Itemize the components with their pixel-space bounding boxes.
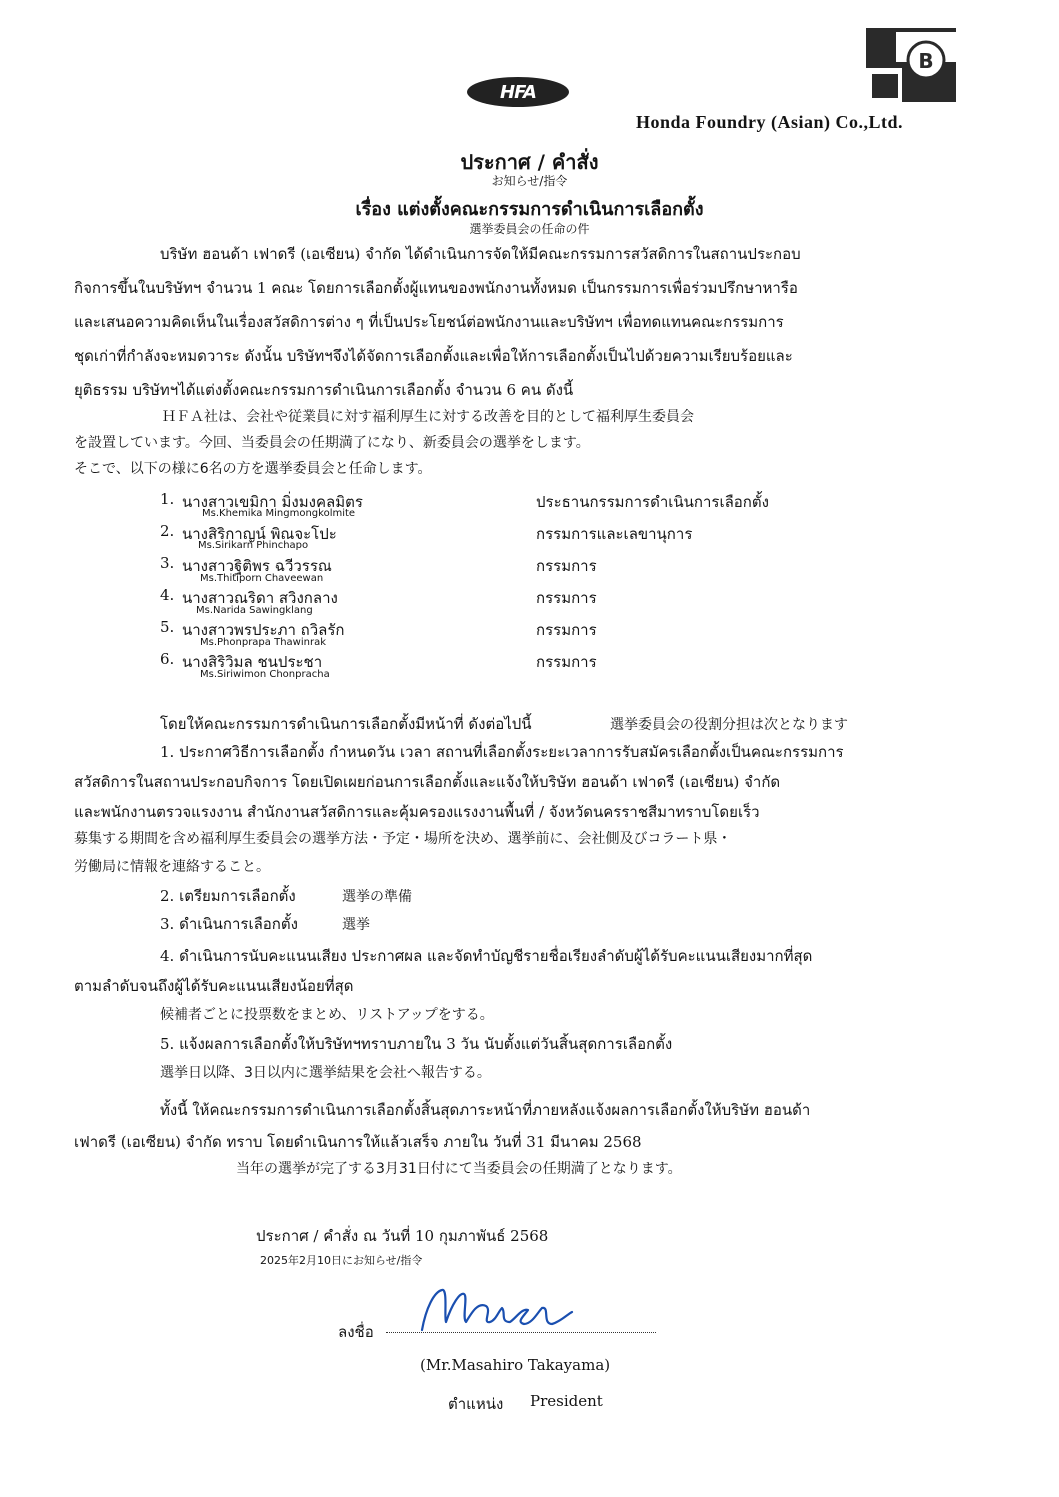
intro-line: ชุดเก่าที่กำลังจะหมดวาระ ดังนั้น บริษัทฯจึงได้จัดการเลือกตั้งและเพื่อให้การเลือกตั้งเป็นไปด้วยความเรียบร้อยและ xyxy=(74,347,793,365)
member-name-en: Ms.Thitiporn Chaveewan xyxy=(200,573,324,584)
member-role: ประธานกรรมการดำเนินการเลือกตั้ง xyxy=(536,493,769,511)
duty-5: 5. แจ้งผลการเลือกตั้งให้บริษัทฯทราบภายใน 3 วัน นับตั้งแต่วันสิ้นสุดการเลือกตั้ง xyxy=(160,1035,673,1053)
member-name-en: Ms.Phonprapa Thawinrak xyxy=(200,637,326,648)
member-number: 1. xyxy=(160,490,175,508)
member-name-en: Ms.Siriwimon Chonpracha xyxy=(200,669,330,680)
intro-jp-line: を設置しています。今回、当委員会の任期満了になり、新委員会の選挙をします。 xyxy=(74,435,590,451)
member-role: กรรมการและเลขานุการ xyxy=(536,525,693,543)
intro-line: ยุติธรรม บริษัทฯได้แต่งตั้งคณะกรรมการดำเนินการเลือกตั้ง จำนวน 6 คน ดังนี้ xyxy=(74,381,574,399)
member-number: 6. xyxy=(160,650,175,668)
closing-jp: 当年の選挙が完了する3月31日付にて当委員会の任期満了となります。 xyxy=(236,1161,682,1177)
member-role: กรรมการ xyxy=(536,621,597,639)
intro-jp-line: ＨＦＡ社は、会社や従業員に対す福利厚生に対する改善を目的として福利厚生委員会 xyxy=(162,409,694,425)
duty-1-line: และพนักงานตรวจแรงงาน สำนักงานสวัสดิการและคุ้มครองแรงงานพื้นที่ / จังหวัดนครราชสีมาทราบโดยเร็ว xyxy=(74,803,760,821)
member-role: กรรมการ xyxy=(536,557,597,575)
closing-line: ทั้งนี้ ให้คณะกรรมการดำเนินการเลือกตั้งสิ้นสุดภาระหน้าที่ภายหลังแจ้งผลการเลือกตั้งให้บริษัท ฮอนด้า xyxy=(160,1101,811,1119)
closing-line: เฟาดรี (เอเซียน) จำกัด ทราบ โดยดำเนินการให้แล้วเสร็จ ภายใน วันที่ 31 มีนาคม 2568 xyxy=(74,1133,642,1151)
subject-title: เรื่อง แต่งตั้งคณะกรรมการดำเนินการเลือกตั้ง xyxy=(355,199,704,220)
duties-lead: โดยให้คณะกรรมการดำเนินการเลือกตั้งมีหน้าที่ ดังต่อไปนี้ xyxy=(160,715,532,733)
announce-date-jp: 2025年2月10日にお知らせ/指令 xyxy=(260,1254,423,1267)
subject-title-jp: 選挙委員会の任命の件 xyxy=(469,222,590,236)
page-title-jp: お知らせ/指令 xyxy=(491,174,568,188)
duty-2: 2. เตรียมการเลือกตั้ง xyxy=(160,887,296,905)
duty-1-line: 1. ประกาศวิธีการเลือกตั้ง กำหนดวัน เวลา สถานที่เลือกตั้งระยะเวลาการรับสมัครเลือกตั้งเป็นคณะกรรมการ xyxy=(160,743,844,761)
member-name-th: นางสาวฐิติพร ฉวีวรรณ xyxy=(182,557,332,575)
member-number: 2. xyxy=(160,522,175,540)
duty-4-line: 4. ดำเนินการนับคะแนนเสียง ประกาศผล และจัดทำบัญชีรายชื่อเรียงลำดับผู้ได้รับคะแนนเสียงมากที่สุด xyxy=(160,947,813,965)
hfa-logo xyxy=(466,76,570,108)
member-number: 5. xyxy=(160,618,175,636)
duty-2-jp: 選挙の準備 xyxy=(342,889,412,905)
member-number: 4. xyxy=(160,586,175,604)
member-name-th: นางสาวพรประภา ถวิลรัก xyxy=(182,621,345,639)
duty-4-line: ตามลำดับจนถึงผู้ได้รับคะแนนเสียงน้อยที่สุด xyxy=(74,977,354,995)
member-name-en: Ms.Khemika Mingmongkolmite xyxy=(202,508,356,519)
position-label: ตำแหน่ง xyxy=(448,1395,504,1413)
member-role: กรรมการ xyxy=(536,653,597,671)
intro-line: บริษัท ฮอนด้า เฟาดรี (เอเซียน) จำกัด ได้ดำเนินการจัดให้มีคณะกรรมการสวัสดิการในสถานประกอบ xyxy=(160,245,801,263)
member-role: กรรมการ xyxy=(536,589,597,607)
duty-3: 3. ดำเนินการเลือกตั้ง xyxy=(160,915,298,933)
svg-text:HFA: HFA xyxy=(500,82,536,103)
duty-4-jp: 候補者ごとに投票数をまとめ、リストアップをする。 xyxy=(160,1007,494,1023)
duty-5-jp: 選挙日以降、3日以内に選挙結果を会社へ報告する。 xyxy=(160,1065,491,1081)
duties-lead-jp: 選挙委員会の役割分担は次となります xyxy=(610,717,848,733)
page-title: ประกาศ / คำสั่ง xyxy=(460,150,599,174)
b-logo xyxy=(866,28,956,102)
duty-3-jp: 選挙 xyxy=(342,917,370,933)
signer-name: (Mr.Masahiro Takayama) xyxy=(420,1356,611,1374)
member-name-th: นางสิริวิมล ชนประชา xyxy=(182,653,323,671)
member-name-en: Ms.Narida Sawingklang xyxy=(196,605,313,616)
duty-1-jp-line: 労働局に情報を連絡すること。 xyxy=(74,859,270,875)
duty-1-line: สวัสดิการในสถานประกอบกิจการ โดยเปิดเผยก่อนการเลือกตั้งและแจ้งให้บริษัท ฮอนด้า เฟาดรี (เอเซียน) จำกัด xyxy=(74,773,781,791)
member-name-th: นางสาวเขมิกา มิ่งมงคลมิตร xyxy=(182,493,363,511)
member-number: 3. xyxy=(160,554,175,572)
signature-line xyxy=(386,1318,656,1337)
position-value: President xyxy=(530,1392,603,1410)
svg-text:B: B xyxy=(918,49,934,73)
intro-line: กิจการขึ้นในบริษัทฯ จำนวน 1 คณะ โดยการเลือกตั้งผู้แทนของพนักงานทั้งหมด เป็นกรรมการเพื่อร่วมปรึกษาหารือ xyxy=(74,279,798,297)
member-name-en: Ms.Sirikarn Phinchapo xyxy=(198,540,309,551)
member-name-th: นางสิริกาญน์ พิณจะโปะ xyxy=(182,525,337,543)
duty-1-jp-line: 募集する期間を含め福利厚生委員会の選挙方法・予定・場所を決め、選挙前に、会社側及びコラート県・ xyxy=(74,831,732,847)
sign-label: ลงชื่อ xyxy=(338,1323,374,1341)
company-name: Honda Foundry (Asian) Co.,Ltd. xyxy=(636,112,904,132)
intro-jp-line: そこで、以下の様に6名の方を選挙委員会と任命します。 xyxy=(74,461,432,477)
member-name-th: นางสาวณริดา สวิงกลาง xyxy=(182,589,338,607)
announce-date: ประกาศ / คำสั่ง ณ วันที่ 10 กุมภาพันธ์ 2568 xyxy=(256,1227,549,1245)
intro-line: และเสนอความคิดเห็นในเรื่องสวัสดิการต่าง ๆ ที่เป็นประโยชน์ต่อพนักงานและบริษัทฯ เพื่อทดแทนคณะกรรมการ xyxy=(74,313,784,331)
